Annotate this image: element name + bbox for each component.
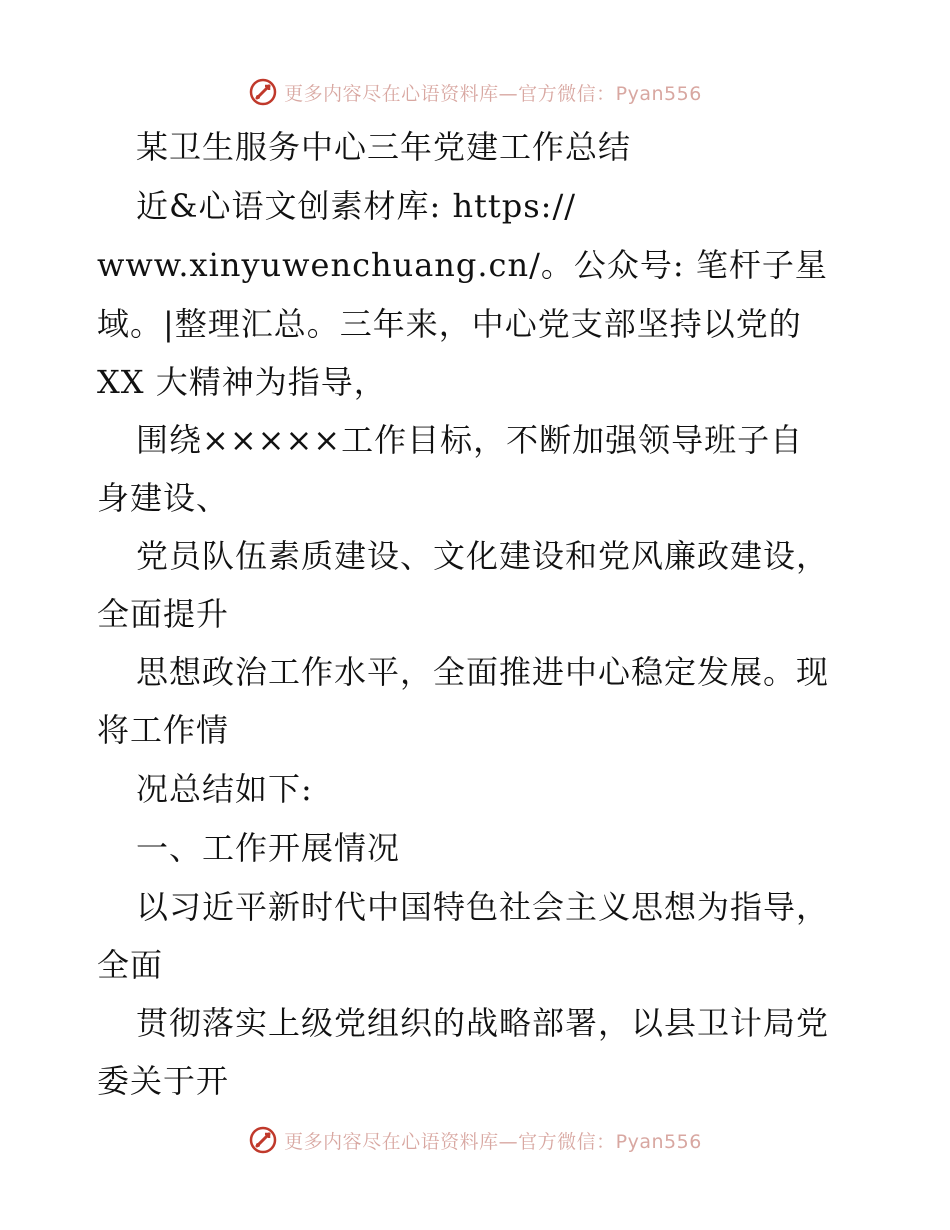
paragraph-line: XX 大精神为指导， bbox=[97, 363, 387, 401]
document-title: 某卫生服务中心三年党建工作总结 bbox=[136, 128, 632, 166]
banner-label: 更多内容尽在心语资料库—官方微信： bbox=[284, 82, 616, 105]
paragraph-line: www.xinyuwenchuang.cn/。公众号: 笔杆子星 bbox=[97, 246, 828, 284]
paragraph-line: 党员队伍素质建设、文化建设和党风廉政建设， bbox=[136, 537, 830, 575]
paragraph-line: 围绕×××××工作目标，不断加强领导班子自 bbox=[136, 421, 804, 459]
paragraph-line: 身建设、 bbox=[97, 479, 230, 517]
banner-contact: Pyan556 bbox=[615, 82, 702, 105]
paragraph-line: 近&心语文创素材库: https:// bbox=[136, 187, 577, 225]
paragraph-line: 况总结如下: bbox=[136, 770, 313, 808]
paragraph-line: 全面提升 bbox=[97, 595, 230, 633]
paragraph-line: 全面 bbox=[97, 946, 164, 984]
brand-logo-icon bbox=[248, 1125, 278, 1155]
banner-text bbox=[284, 1127, 702, 1154]
paragraph-line: 将工作情 bbox=[97, 711, 230, 749]
paragraph-line: 域。|整理汇总。三年来，中心党支部坚持以党的 bbox=[97, 305, 802, 343]
paragraph-line: 以习近平新时代中国特色社会主义思想为指导， bbox=[136, 888, 830, 926]
paragraph-line: 贯彻落实上级党组织的战略部署，以县卫计局党 bbox=[136, 1004, 830, 1042]
paragraph-line: 思想政治工作水平，全面推进中心稳定发展。现 bbox=[136, 653, 830, 691]
banner-label: 更多内容尽在心语资料库—官方微信： bbox=[284, 1130, 616, 1153]
banner-contact: Pyan556 bbox=[615, 1130, 702, 1153]
section-heading: 一、工作开展情况 bbox=[136, 829, 401, 867]
paragraph-line: 委关于开 bbox=[97, 1062, 230, 1100]
footer-watermark-banner bbox=[0, 1120, 950, 1160]
